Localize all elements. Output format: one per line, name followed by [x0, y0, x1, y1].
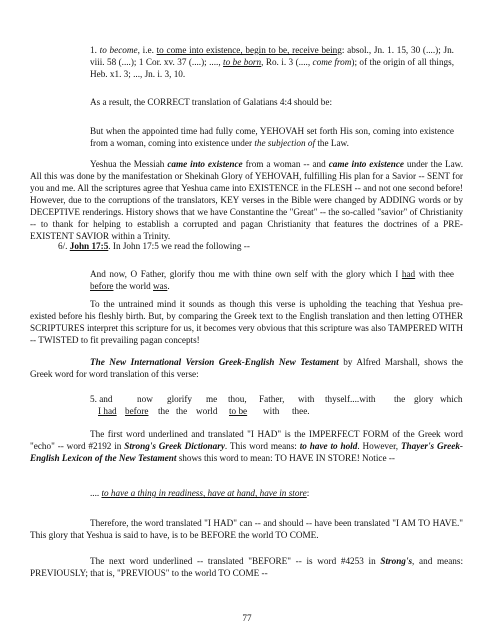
greek-word: 5. and	[90, 394, 113, 404]
text-bold-italic: Strong's	[380, 556, 413, 566]
greek-word: me	[206, 394, 218, 404]
text-underlined: was	[153, 281, 168, 291]
text: : absol., Jn. 1. 15, 30 (....); Jn. viii. 58 (....); 1 Cor. xv. 37 (....); ....,	[90, 45, 454, 67]
text-bold-italic: to have to hold	[299, 441, 358, 451]
text-bold-italic: Thayer's Greek-English Lexicon of the New Testament	[30, 441, 463, 463]
text: shows this word to mean: TO HAVE IN STORE! Notice --	[176, 453, 395, 463]
text-underlined: had	[401, 269, 416, 279]
greek-word: thee.	[292, 406, 310, 416]
text: . In John 17:5 we read the following --	[108, 241, 250, 251]
text: by Alfred Marshall, shows the Greek word for word translation of this verse:	[30, 357, 463, 379]
quoted-verse	[90, 125, 454, 149]
paragraph	[30, 356, 463, 380]
text-bold-underlined: John 17:5	[69, 241, 109, 251]
paragraph: Therefore, the word translated "I HAD" can -- and should -- have been translated "I AM TO HAVE." This glory that Yeshua is said to have, is to be BEFORE the world TO COME.	[30, 518, 463, 540]
greek-word: glorify	[167, 394, 193, 404]
text: the world	[113, 281, 154, 291]
text: , and means: PREVIOUSLY; that is, "PREVIOUS" to the world TO COME --	[30, 556, 463, 578]
quoted-definition	[90, 487, 454, 499]
quoted-verse	[90, 268, 454, 292]
text: Yeshua the Messiah	[90, 159, 168, 169]
greek-word: now	[137, 394, 153, 404]
greek-word: which	[440, 394, 463, 404]
text: ); of the origin of all things, Heb. x1. 3; ..., Jn. i. 3, 10.	[90, 57, 454, 79]
text-underlined: before	[90, 281, 114, 291]
greek-word: world	[196, 406, 218, 416]
paragraph	[30, 428, 463, 464]
text: ....	[90, 488, 102, 498]
paragraph: To the untrained mind it sounds as though this verse is upholding the teaching that Yeshua pre-existed before his fleshly birth. But, by comparing the Greek text to the English translation and then letting OTHER SCRIPTURES interpret this scripture for us, it becomes very obvious that this scripture was also TAMPERED WITH -- TWISTED to fit prevailing pagan concepts!	[30, 299, 463, 345]
greek-word: before	[125, 406, 149, 416]
text: with thee	[415, 269, 455, 279]
text-bold-italic: Strong's Greek Dictionary	[124, 441, 225, 451]
text: And now, O Father, glorify thou me with thine own self with the glory which I	[90, 269, 402, 279]
text: .	[167, 281, 170, 291]
text-italic: the subjection of	[254, 138, 316, 148]
text-bold-italic: came into existence	[167, 159, 243, 169]
text-bold-italic: The New International Version Greek-English New Testament	[90, 357, 339, 367]
text: :	[306, 488, 310, 498]
text: , i.e.	[137, 45, 157, 55]
page-number: 77	[242, 613, 252, 623]
text-italic: come from	[312, 57, 352, 67]
greek-word: the	[176, 406, 188, 416]
text: 1.	[90, 45, 100, 55]
greek-word: with	[298, 394, 315, 404]
text: 6/.	[58, 241, 70, 251]
greek-word: thyself....with	[325, 394, 376, 404]
text: The first word underlined and translated "I HAD" is the IMPERFECT FORM of the Greek word "echo" -- word #2192 in	[30, 429, 463, 451]
text: But when the appointed time had fully come, YEHOVAH set forth His son, coming into existence from a woman, coming into existence under	[90, 126, 454, 148]
text-italic: to become	[99, 45, 138, 55]
lexicon-entry	[90, 44, 454, 80]
paragraph: As a result, the CORRECT translation of Galatians 4:4 should be:	[90, 97, 332, 107]
text: The next word underlined -- translated "BEFORE" -- is word #4253 in	[90, 556, 381, 566]
text-bold-italic: came into existence	[328, 159, 404, 169]
text: under the Law. All this was done by the manifestation or Shekinah Glory of YEHOVAH, fulfilling His plan for a Savior -- SENT for you and me. All the scriptures agree that Yeshua came into EXISTENCE in the FLESH -- and not one second before! However, due to the corruptions of the translators, KEY verses in the Bible were changed by ADDING words or by DECEPTIVE renderings. History shows that we have Constantine the "Great" -- the so-called "savior" of Christianity -- to thank for helping to establish a corrupted and pagan Christianity that features the doctrines of a PRE-EXISTENT SAVIOR within a Trinity.	[30, 159, 463, 241]
text: , Ro. i. 3 (....,	[261, 57, 313, 67]
greek-word: Father,	[259, 394, 285, 404]
text: from a woman -- and	[242, 159, 329, 169]
greek-word: glory	[414, 394, 434, 404]
paragraph	[30, 555, 463, 579]
greek-word: the	[158, 406, 170, 416]
text-underlined: to be born	[223, 57, 262, 67]
greek-word: with	[263, 406, 280, 416]
greek-word: thou,	[228, 394, 247, 404]
text-underlined: to have a thing in readiness, have at hand, have in store	[101, 488, 307, 498]
greek-word: I had	[98, 406, 117, 416]
text: . However,	[357, 441, 401, 451]
text: . This word means:	[224, 441, 300, 451]
greek-word: the	[394, 394, 406, 404]
text: the Law.	[315, 138, 349, 148]
text-underlined: to come into existence, begin to be, receive being	[156, 45, 342, 55]
greek-word: to be	[229, 406, 248, 416]
paragraph	[30, 158, 463, 242]
section-heading	[30, 240, 463, 252]
